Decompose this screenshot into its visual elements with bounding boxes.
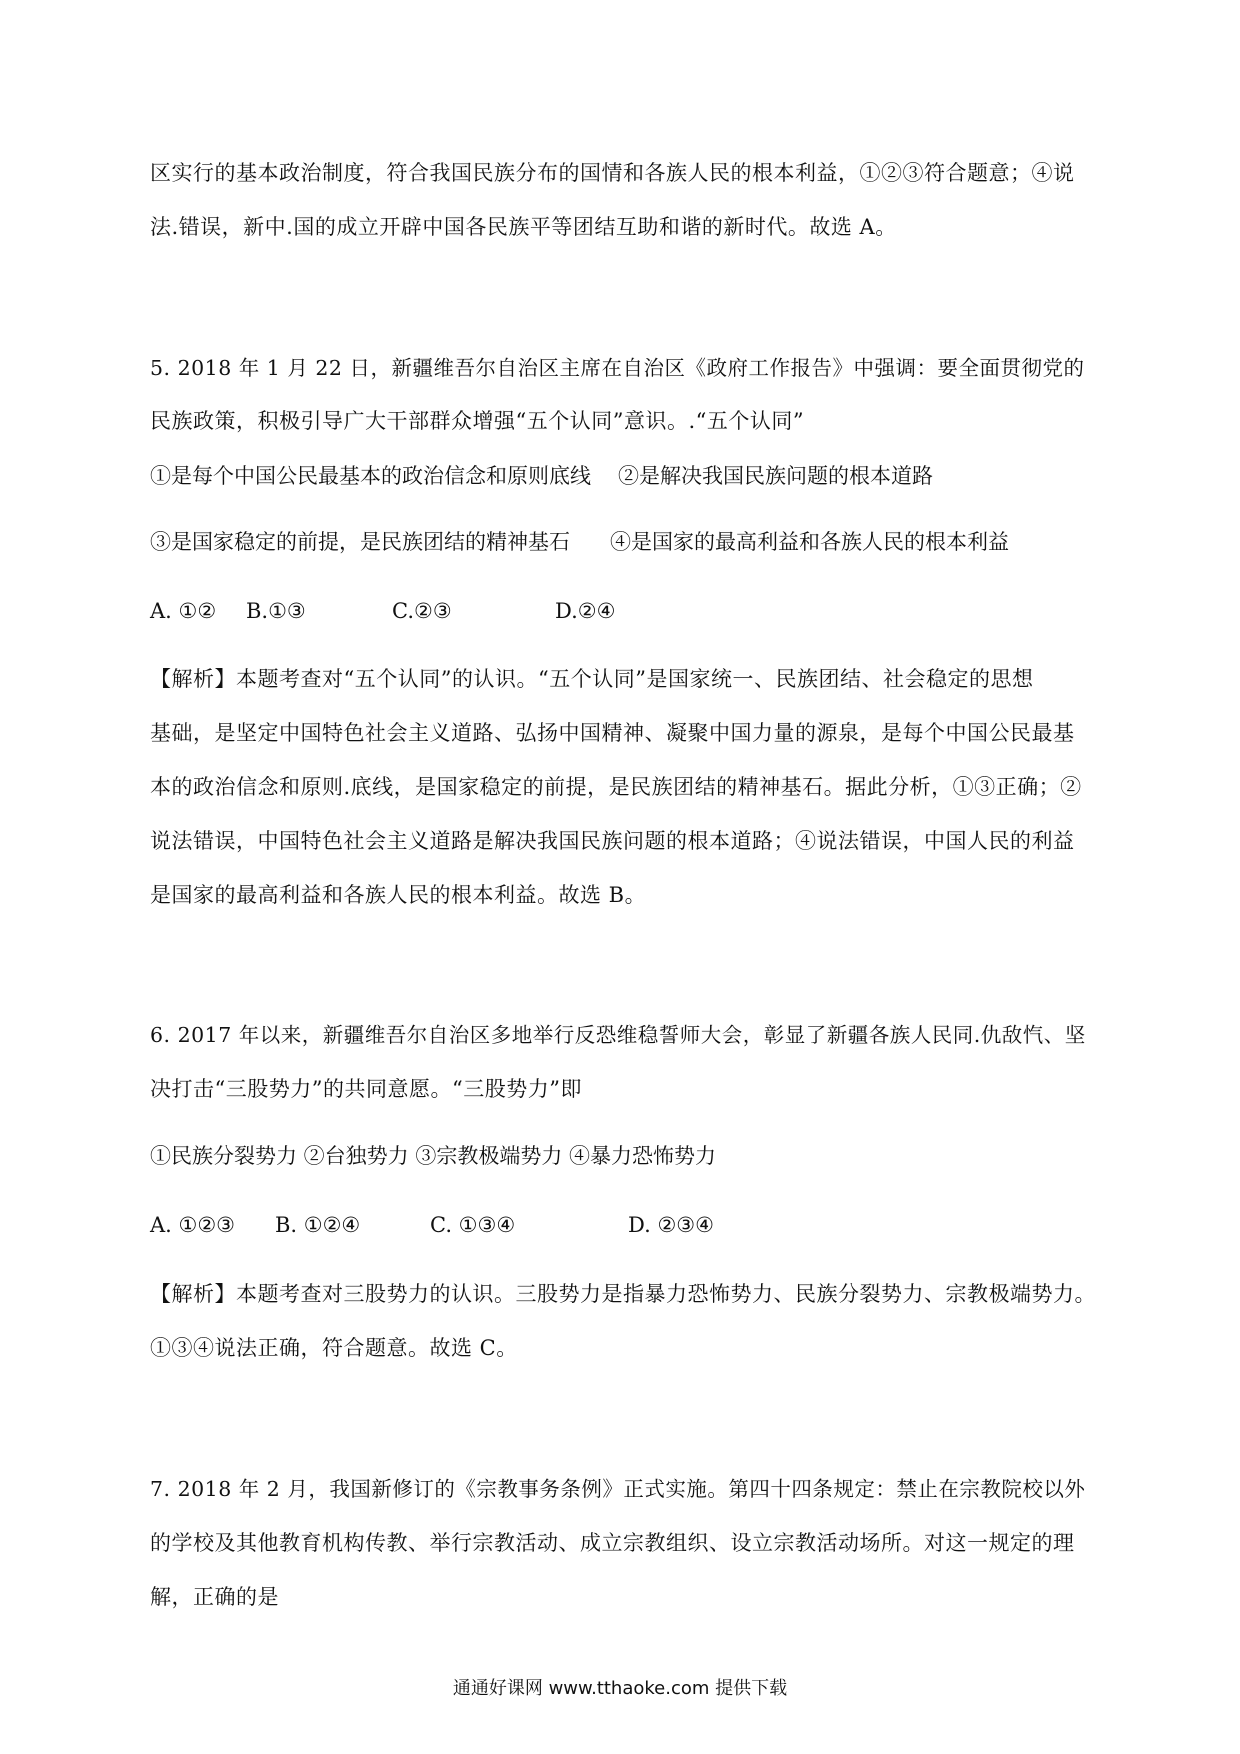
question-5-analysis: 基础，是坚定中国特色社会主义道路、弘扬中国精神、凝聚中国力量的源泉，是每个中国公民最基 xyxy=(150,721,1075,745)
question-6-stem: 6. 2017 年以来，新疆维吾尔自治区多地举行反恐维稳誓师大会，彰显了新疆各族人民同.仇敌忾、坚 xyxy=(150,1023,1086,1047)
question-5-stem: 5. 2018 年 1 月 22 日，新疆维吾尔自治区主席在自治区《政府工作报告》中强调：要全面贯彻党的 xyxy=(150,356,1085,380)
question-6-option-d: D. ②③④ xyxy=(628,1213,714,1237)
question-7-stem: 解，正确的是 xyxy=(150,1585,279,1609)
question-5-analysis: 说法错误，中国特色社会主义道路是解决我国民族问题的根本道路；④说法错误，中国人民的利益 xyxy=(150,829,1075,853)
question-6-option-c: C. ①③④ xyxy=(430,1213,516,1237)
paragraph-line: 区实行的基本政治制度，符合我国民族分布的国情和各族人民的根本利益，①②③符合题意；④说 xyxy=(150,161,1075,185)
page-footer: 通通好课网 www.tthaoke.com 提供下载 xyxy=(452,1678,788,1699)
question-6-option-a: A. ①②③ xyxy=(150,1213,235,1237)
question-5-option-a: A. ①② xyxy=(150,599,217,623)
question-5-option-b: B.①③ xyxy=(246,599,306,623)
question-5-statement: ①是每个中国公民最基本的政治信念和原则底线 xyxy=(150,464,591,488)
question-5-analysis: 是国家的最高利益和各族人民的根本利益。故选 B。 xyxy=(150,883,647,907)
question-5-statement: ②是解决我国民族问题的根本道路 xyxy=(618,464,933,488)
question-5-analysis: 【解析】本题考查对“五个认同”的认识。“五个认同”是国家统一、民族团结、社会稳定的思想 xyxy=(150,667,1034,691)
question-5-statement: ③是国家稳定的前提，是民族团结的精神基石 xyxy=(150,530,570,554)
question-6-stem: 决打击“三股势力”的共同意愿。“三股势力”即 xyxy=(150,1077,582,1101)
question-5-option-c: C.②③ xyxy=(392,599,452,623)
paragraph-line: 法.错误，新中.国的成立开辟中国各民族平等团结互助和谐的新时代。故选 A。 xyxy=(150,215,897,239)
question-6-analysis: ①③④说法正确，符合题意。故选 C。 xyxy=(150,1336,518,1360)
question-7-stem: 7. 2018 年 2 月，我国新修订的《宗教事务条例》正式实施。第四十四条规定：禁止在宗教院校以外 xyxy=(150,1477,1086,1501)
question-5-analysis: 本的政治信念和原则.底线，是国家稳定的前提，是民族团结的精神基石。据此分析，①③正确；② xyxy=(150,775,1082,799)
question-5-stem: 民族政策，积极引导广大干部群众增强“五个认同”意识。.“五个认同” xyxy=(150,409,805,433)
question-6-analysis: 【解析】本题考查对三股势力的认识。三股势力是指暴力恐怖势力、民族分裂势力、宗教极端势力。 xyxy=(150,1282,1096,1306)
question-6-option-b: B. ①②④ xyxy=(275,1213,361,1237)
question-5-statement: ④是国家的最高利益和各族人民的根本利益 xyxy=(610,530,1009,554)
question-6-statements: ①民族分裂势力 ②台独势力 ③宗教极端势力 ④暴力恐怖势力 xyxy=(150,1144,717,1168)
question-5-option-d: D.②④ xyxy=(555,599,616,623)
question-7-stem: 的学校及其他教育机构传教、举行宗教活动、成立宗教组织、设立宗教活动场所。对这一规定的理 xyxy=(150,1531,1075,1555)
